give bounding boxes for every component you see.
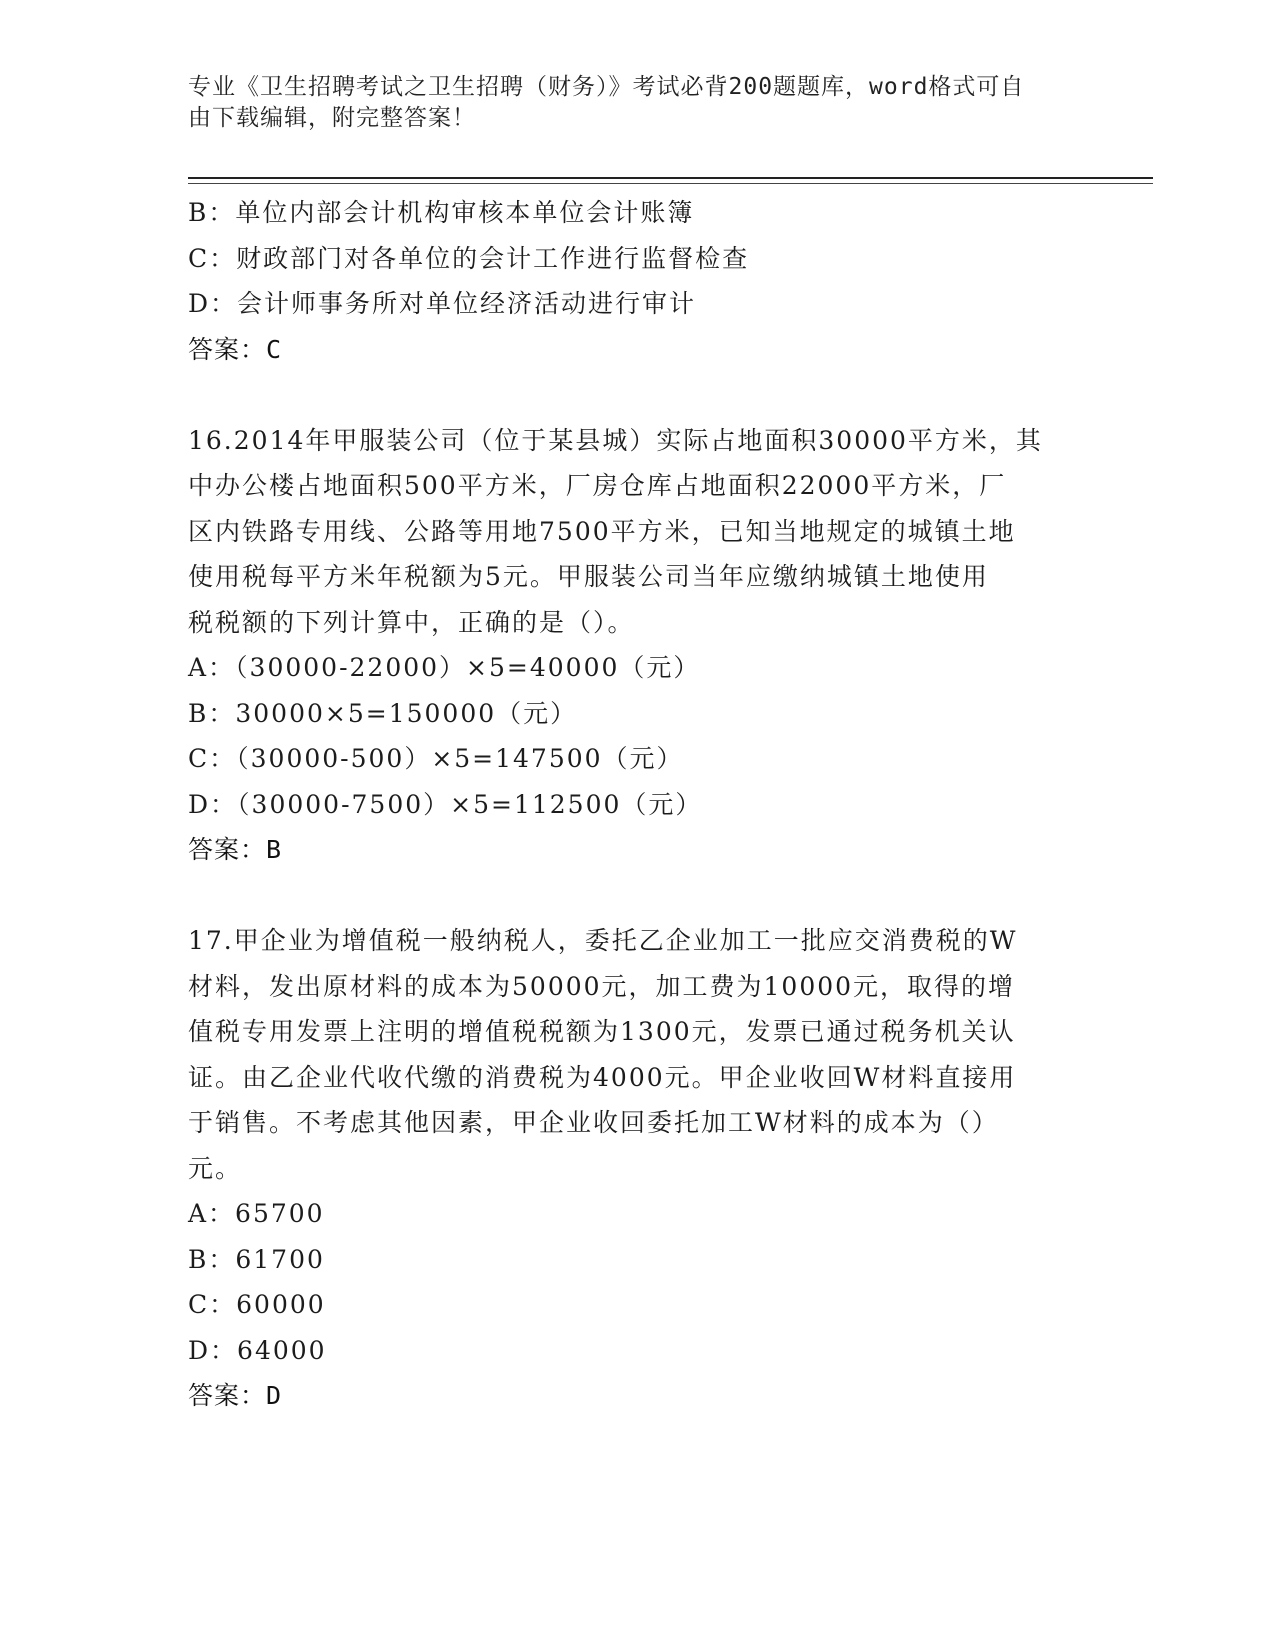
header-line-1: 专业《卫生招聘考试之卫生招聘（财务）》考试必背200题题库，word格式可自 (188, 74, 1025, 100)
header-divider-thick (188, 177, 1153, 179)
document-header (188, 72, 1068, 134)
question-stem-line: 值税专用发票上注明的增值税税额为1300元，发票已通过税务机关认 (188, 1017, 1016, 1046)
option-b: B：30000×5=150000（元） (188, 698, 578, 728)
question-stem-line: 使用税每平方米年税额为5元。甲服装公司当年应缴纳城镇土地使用 (188, 562, 989, 591)
option-d: D：会计师事务所对单位经济活动进行审计 (188, 289, 697, 318)
question-stem-line: 材料，发出原材料的成本为50000元，加工费为10000元，取得的增 (188, 971, 1016, 1001)
question-stem-line: 于销售。不考虑其他因素，甲企业收回委托加工W材料的成本为（） (188, 1108, 999, 1137)
option-a: A：65700 (188, 1199, 325, 1228)
option-b: B：61700 (188, 1244, 325, 1274)
question-stem-line: 区内铁路专用线、公路等用地7500平方米，已知当地规定的城镇土地 (188, 516, 1016, 546)
answer-label: 答案：B (188, 835, 283, 864)
option-c: C：财政部门对各单位的会计工作进行监督检查 (188, 243, 750, 273)
spacer (188, 873, 1088, 919)
question-stem-line: 17.甲企业为增值税一般纳税人，委托乙企业加工一批应交消费税的W (188, 926, 1018, 955)
question-stem-line: 元。 (188, 1153, 243, 1183)
option-c: C：60000 (188, 1290, 326, 1319)
question-content (188, 190, 1088, 1419)
header-line-2: 由下载编辑，附完整答案！ (188, 105, 476, 131)
header-divider-thin (188, 183, 1153, 184)
option-b: B：单位内部会计机构审核本单位会计账簿 (188, 198, 695, 227)
question-17 (188, 918, 1088, 1419)
spacer (188, 372, 1088, 418)
option-d: D：64000 (188, 1335, 327, 1365)
answer-label: 答案：D (188, 1381, 283, 1410)
question-stem-line: 中办公楼占地面积500平方米，厂房仓库占地面积22000平方米，厂 (188, 471, 1007, 500)
prev-question (188, 190, 1088, 372)
question-16 (188, 418, 1088, 873)
answer-label: 答案：C (188, 334, 283, 364)
option-c: C：（30000-500）×5=147500（元） (188, 744, 684, 773)
question-stem-line: 税税额的下列计算中，正确的是（）。 (188, 607, 635, 637)
option-a: A：（30000-22000）×5=40000（元） (188, 653, 701, 682)
question-stem-line: 16.2014年甲服装公司（位于某县城）实际占地面积30000平方米，其 (188, 425, 1043, 455)
question-stem-line: 证。由乙企业代收代缴的消费税为4000元。甲企业收回W材料直接用 (188, 1062, 1017, 1092)
option-d: D：（30000-7500）×5=112500（元） (188, 789, 703, 819)
